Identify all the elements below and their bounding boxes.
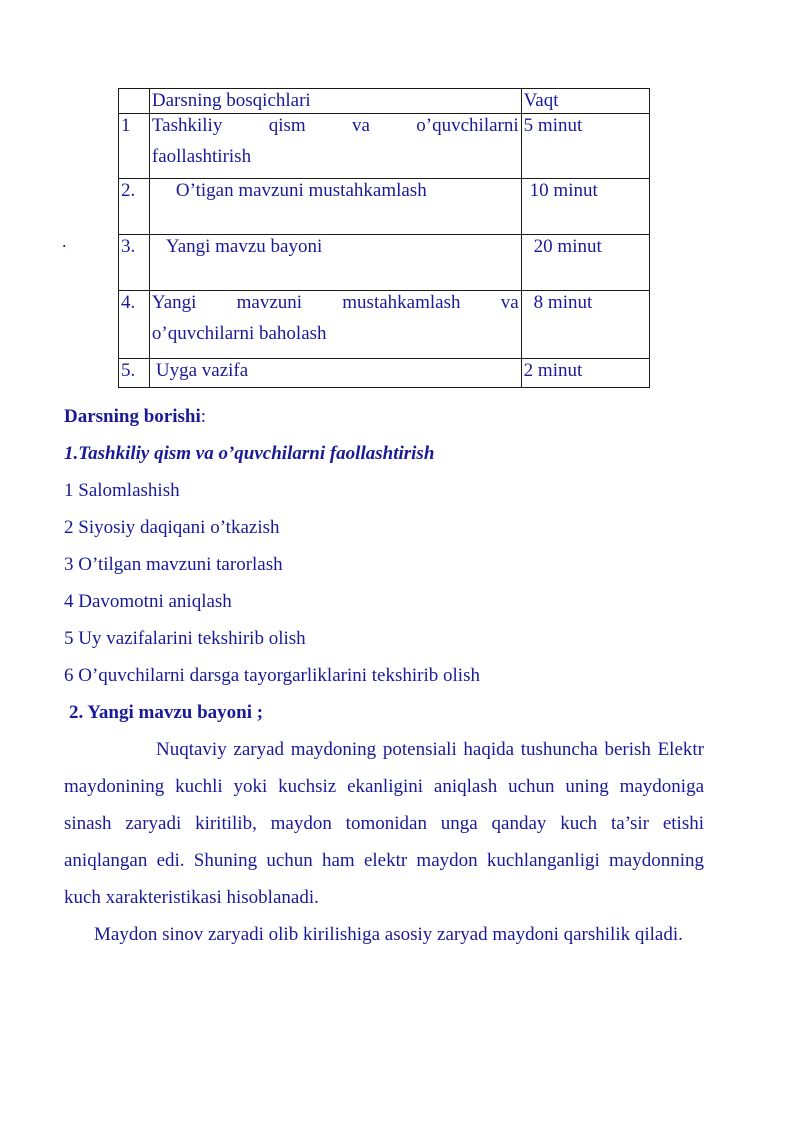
stage-word: va bbox=[352, 115, 370, 136]
row-stage-cell bbox=[149, 291, 521, 359]
subheading-organization: 1.Tashkiliy qism va o’quvchilarni faollashtirish bbox=[64, 443, 435, 464]
header-stage-cell: Darsning bosqichlari bbox=[149, 89, 521, 114]
row-time-cell: 2 minut bbox=[521, 359, 649, 388]
table-header-row bbox=[119, 89, 650, 114]
table-row bbox=[119, 291, 650, 359]
stage-first-line bbox=[152, 114, 519, 138]
table-row bbox=[119, 179, 650, 235]
row-num-cell: 4. bbox=[119, 291, 150, 359]
row-num-cell: 3. bbox=[119, 235, 150, 291]
paragraph-potential: Nuqtaviy zaryad maydoning potensiali haqida tushuncha berish Elektr maydonining kuchli yoki kuchsiz ekanligini aniqlash uchun uning maydoniga sinash zaryadi kiritilib, maydon tomonidan unga qanday kuch ta’sir etishi aniqlangan edi. Shuning uchun ham elektr maydon kuchlanganligi maydonning kuch xarakteristikasi hisoblanadi. bbox=[64, 739, 704, 908]
stage-word: Yangi bbox=[151, 292, 197, 313]
header-time-cell: Vaqt bbox=[521, 89, 649, 114]
row-time-cell: 10 minut bbox=[521, 179, 649, 235]
row-time-cell: 20 minut bbox=[521, 235, 649, 291]
stage-first-line bbox=[152, 291, 519, 315]
lesson-stages-table bbox=[118, 88, 650, 388]
stage-word: o’quvchilarni bbox=[416, 115, 519, 136]
row-stage-cell: Uyga vazifa bbox=[149, 359, 521, 388]
header-num-cell bbox=[119, 89, 150, 114]
stray-mark: . bbox=[62, 231, 67, 251]
stage-word: mustahkamlash bbox=[342, 292, 461, 313]
row-num-cell: 2. bbox=[119, 179, 150, 235]
list-item: 4 Davomotni aniqlash bbox=[64, 591, 232, 612]
stage-word: Tashkiliy bbox=[151, 115, 223, 136]
row-stage-cell: Yangi mavzu bayoni bbox=[149, 235, 521, 291]
section-title bbox=[64, 398, 704, 435]
row-time-cell: 5 minut bbox=[521, 114, 649, 179]
table-row bbox=[119, 235, 650, 291]
table-row bbox=[119, 114, 650, 179]
stage-second-line: faollashtirish bbox=[151, 146, 252, 167]
row-time-cell: 8 minut bbox=[521, 291, 649, 359]
list-item: 5 Uy vazifalarini tekshirib olish bbox=[64, 628, 306, 649]
table-row bbox=[119, 359, 650, 388]
row-stage-cell: O’tigan mavzuni mustahkamlash bbox=[149, 179, 521, 235]
stage-word: mavzuni bbox=[236, 292, 303, 313]
stage-word: va bbox=[500, 292, 519, 313]
section-title-colon: : bbox=[200, 406, 207, 427]
list-item: 2 Siyosiy daqiqani o’tkazish bbox=[64, 517, 280, 538]
paragraph-field-resistance: Maydon sinov zaryadi olib kirilishiga asosiy zaryad maydoni qarshilik qiladi. bbox=[94, 924, 683, 945]
stage-second-line: o’quvchilarni baholash bbox=[151, 323, 327, 344]
list-item: 1 Salomlashish bbox=[64, 480, 180, 501]
stage-word: qism bbox=[268, 115, 306, 136]
list-item: 6 O’quvchilarni darsga tayorgarliklarini tekshirib olish bbox=[64, 665, 480, 686]
list-item: 3 O’tilgan mavzuni tarorlash bbox=[64, 554, 283, 575]
section-title-text: Darsning borishi bbox=[64, 406, 201, 427]
row-num-cell: 1 bbox=[119, 114, 150, 179]
row-num-cell: 5. bbox=[119, 359, 150, 388]
lesson-content bbox=[64, 398, 704, 953]
subheading-new-topic: 2. Yangi mavzu bayoni ; bbox=[69, 702, 264, 723]
row-stage-cell bbox=[149, 114, 521, 179]
